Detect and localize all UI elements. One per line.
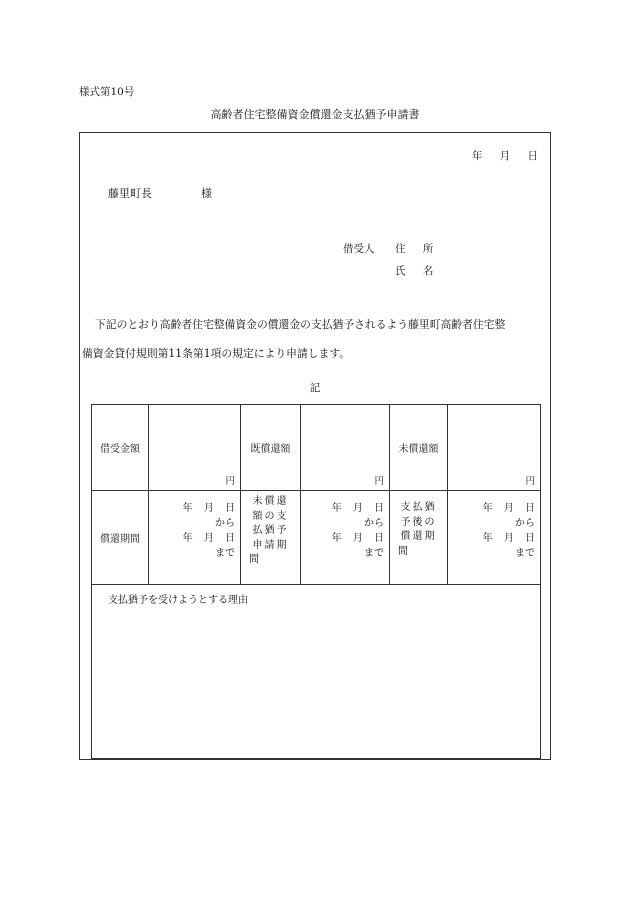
until-text: まで <box>364 548 384 559</box>
label-line: 間 <box>249 554 261 565</box>
label-line: 予後の <box>400 516 437 528</box>
post-deferral-period-field[interactable] <box>448 491 541 585</box>
loan-amount-field[interactable] <box>149 405 241 491</box>
yen-unit: 円 <box>525 476 535 487</box>
unpaid-deferral-label-cell <box>241 491 301 585</box>
label-line: 申請期 <box>252 539 289 551</box>
yen-unit: 円 <box>374 476 384 487</box>
start-date: 年 月 日 <box>182 503 235 514</box>
honorific: 様 <box>201 187 212 200</box>
label-line: 払猶予 <box>252 525 289 536</box>
start-date: 年 月 日 <box>482 503 535 514</box>
name-label: 氏 名 <box>395 265 441 277</box>
until-text: まで <box>215 548 235 559</box>
from-text: から <box>215 518 235 529</box>
document-title: 高齢者住宅整備資金償還金支払猶予申請書 <box>210 108 420 121</box>
reason-row <box>92 585 541 759</box>
ki-heading: 記 <box>309 382 321 394</box>
deferral-table <box>91 404 541 759</box>
form-number: 様式第10号 <box>79 86 135 98</box>
label-line: 支払猶 <box>400 502 437 513</box>
unpaid-amount-label: 未償還額 <box>398 444 439 455</box>
loan-amount-label-cell <box>92 405 149 491</box>
reason-field[interactable] <box>92 585 541 759</box>
repaid-amount-label-cell <box>241 405 301 491</box>
unpaid-amount-field[interactable] <box>448 405 541 491</box>
body-text-line1: 下記のとおり高齢者住宅整備資金の償還金の支払猶予されるよう藤里町高齢者住宅整 <box>95 318 506 331</box>
borrower-label: 借受人 <box>343 243 375 255</box>
reason-label: 支払猶予を受けようとする理由 <box>108 595 248 606</box>
repayment-period-label-cell <box>92 491 149 585</box>
until-text: まで <box>515 548 535 559</box>
application-date: 年 月 日 <box>471 150 538 162</box>
label-line: 額の支 <box>252 510 289 522</box>
start-date: 年 月 日 <box>331 503 384 514</box>
label-line: 未償還 <box>252 496 289 507</box>
unpaid-amount-label-cell <box>390 405 448 491</box>
amount-row <box>92 405 541 491</box>
label-line: 償還期 <box>400 531 437 542</box>
from-text: から <box>515 518 535 529</box>
end-date: 年 月 日 <box>331 533 384 544</box>
repaid-amount-field[interactable] <box>301 405 390 491</box>
deferral-period-field[interactable] <box>301 491 390 585</box>
end-date: 年 月 日 <box>182 533 235 544</box>
yen-unit: 円 <box>225 476 235 487</box>
loan-amount-label: 借受金額 <box>100 444 140 455</box>
from-text: から <box>364 518 384 529</box>
post-deferral-label-cell <box>390 491 448 585</box>
body-text-line2: 備資金貸付規則第11条第1項の規定により申請します。 <box>82 347 351 360</box>
addressee: 藤里町長 <box>108 187 152 200</box>
repaid-amount-label: 既償還額 <box>250 444 291 455</box>
repayment-period-field[interactable] <box>149 491 241 585</box>
end-date: 年 月 日 <box>482 533 535 544</box>
period-row <box>92 491 541 585</box>
label-line: 間 <box>398 545 410 557</box>
address-label: 住 所 <box>395 243 441 255</box>
repayment-period-label: 償還期間 <box>100 534 140 545</box>
